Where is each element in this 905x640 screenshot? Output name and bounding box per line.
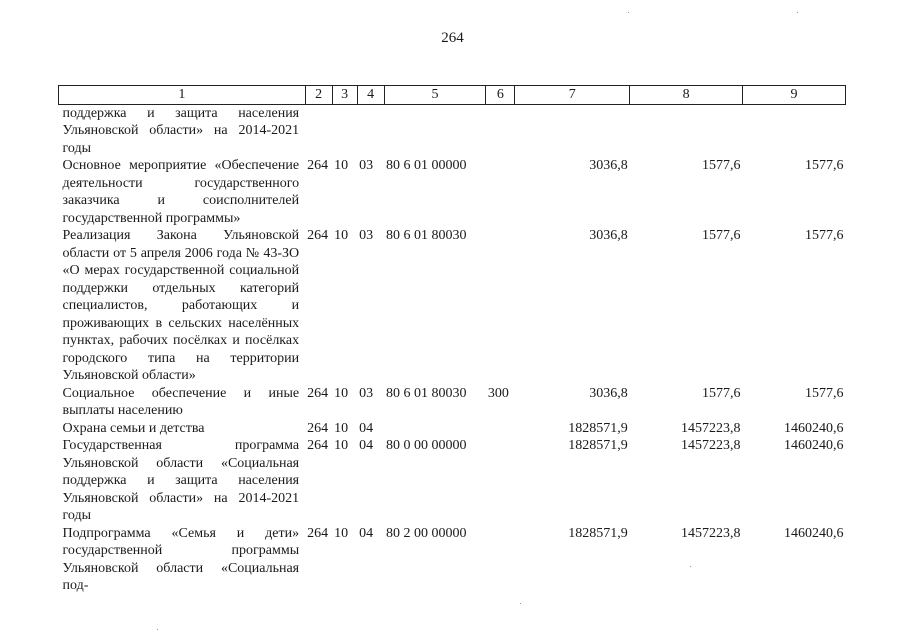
- row-value-9: [743, 104, 846, 157]
- column-header-6: 6: [486, 86, 515, 105]
- row-code-6: 300: [487, 385, 509, 401]
- row-code-5: 80 6 01 80030: [386, 228, 467, 243]
- row-code-5: 80 6 01 80030: [386, 385, 467, 401]
- row-name: Государственная программа Ульяновской области «Социальная поддержка и защита населения Ульяновской области» на 2014-2021 годы: [62, 438, 300, 523]
- header-row: [59, 86, 846, 105]
- scan-speck: [520, 603, 521, 604]
- row-value-8: 1457223,8: [681, 420, 741, 436]
- row-code-5: [384, 104, 486, 157]
- row-value-9: 1460240,6: [784, 525, 844, 541]
- row-code-3: 10: [334, 158, 349, 173]
- row-code-5: 80 6 01 00000: [386, 158, 467, 173]
- row-value-9: 1577,6: [805, 385, 844, 401]
- row-name: Социальное обеспечение и иные выплаты населению: [62, 385, 300, 418]
- column-header-8: 8: [630, 86, 743, 105]
- row-name: Основное мероприятие «Обеспечение деятельности государственного заказчика и соисполнителей государственной программы»: [62, 158, 300, 226]
- row-value-7: 1828571,9: [568, 525, 628, 541]
- scan-speck: [797, 12, 798, 13]
- table-row: [59, 104, 846, 157]
- row-value-7: 1828571,9: [568, 420, 628, 436]
- row-code-2: 264: [307, 420, 329, 436]
- scan-speck: [690, 566, 691, 567]
- row-value-9: 1460240,6: [784, 420, 844, 436]
- column-header-4: 4: [357, 86, 384, 105]
- row-code-4: [357, 104, 384, 157]
- row-value-9: 1460240,6: [784, 438, 844, 453]
- row-value-8: [630, 104, 743, 157]
- row-name: поддержка и защита населения Ульяновской области» на 2014-2021 годы: [62, 105, 300, 156]
- row-value-8: 1577,6: [702, 228, 741, 243]
- row-code-3: [332, 104, 357, 157]
- column-header-2: 2: [305, 86, 332, 105]
- table-row: [59, 437, 846, 525]
- page-number: 264: [441, 30, 464, 46]
- row-code-3: 10: [334, 228, 349, 243]
- column-header-7: 7: [515, 86, 630, 105]
- row-code-3: 10: [334, 420, 349, 436]
- row-code-5: 80 0 00 00000: [386, 438, 467, 453]
- row-code-4: 03: [359, 385, 374, 401]
- row-code-4: 04: [359, 438, 374, 453]
- row-code-4: 04: [359, 420, 374, 436]
- row-code-2: 264: [307, 525, 329, 541]
- row-value-9: 1577,6: [805, 228, 844, 243]
- row-code-5: 80 2 00 00000: [386, 525, 467, 541]
- row-value-7: [515, 104, 630, 157]
- scan-speck: [628, 12, 629, 13]
- row-value-8: 1457223,8: [681, 525, 741, 541]
- row-code-2: 264: [307, 438, 329, 453]
- row-code-6: [486, 437, 515, 525]
- row-code-4: 03: [359, 228, 374, 243]
- row-code-3: 10: [334, 438, 349, 453]
- budget-table: [58, 85, 846, 595]
- row-name: Подпрограмма «Семья и дети» государственной программы Ульяновской области «Социальная под-: [62, 525, 300, 593]
- table-row: [59, 420, 846, 438]
- column-header-3: 3: [332, 86, 357, 105]
- row-code-4: 04: [359, 525, 374, 541]
- row-value-8: 1457223,8: [681, 438, 741, 453]
- row-value-7: 3036,8: [589, 385, 628, 401]
- row-code-3: 10: [334, 385, 349, 401]
- column-header-1: 1: [59, 86, 306, 105]
- row-code-2: 264: [307, 158, 329, 173]
- row-name: Реализация Закона Ульяновской области от 5 апреля 2006 года № 43-ЗО «О мерах государственной социальной поддержки отдельных категорий специалистов, работающих и проживающих в сельских населённых пунктах, рабочих посёлках и посёлках городского типа на территории Ульяновской области»: [62, 228, 300, 383]
- column-header-5: 5: [384, 86, 486, 105]
- row-code-6: [486, 525, 515, 595]
- row-value-8: 1577,6: [702, 158, 741, 173]
- row-code-6: [486, 104, 515, 157]
- column-header-9: 9: [743, 86, 846, 105]
- table-row: [59, 157, 846, 227]
- row-code-6: [486, 420, 515, 438]
- row-value-9: 1577,6: [805, 158, 844, 173]
- row-code-2: 264: [307, 385, 329, 401]
- table-row: [59, 227, 846, 385]
- scan-speck: [157, 629, 158, 630]
- row-code-3: 10: [334, 525, 349, 541]
- row-code-6: [486, 227, 515, 385]
- table-row: [59, 525, 846, 595]
- row-code-5: [384, 420, 486, 438]
- table-row: [59, 385, 846, 420]
- row-code-2: [305, 104, 332, 157]
- row-code-2: 264: [307, 228, 329, 243]
- row-code-6: [486, 157, 515, 227]
- row-value-8: 1577,6: [702, 385, 741, 401]
- row-code-4: 03: [359, 158, 374, 173]
- row-value-7: 1828571,9: [568, 438, 628, 453]
- row-name: Охрана семьи и детства: [62, 420, 205, 436]
- row-value-7: 3036,8: [589, 158, 628, 173]
- row-value-7: 3036,8: [589, 228, 628, 243]
